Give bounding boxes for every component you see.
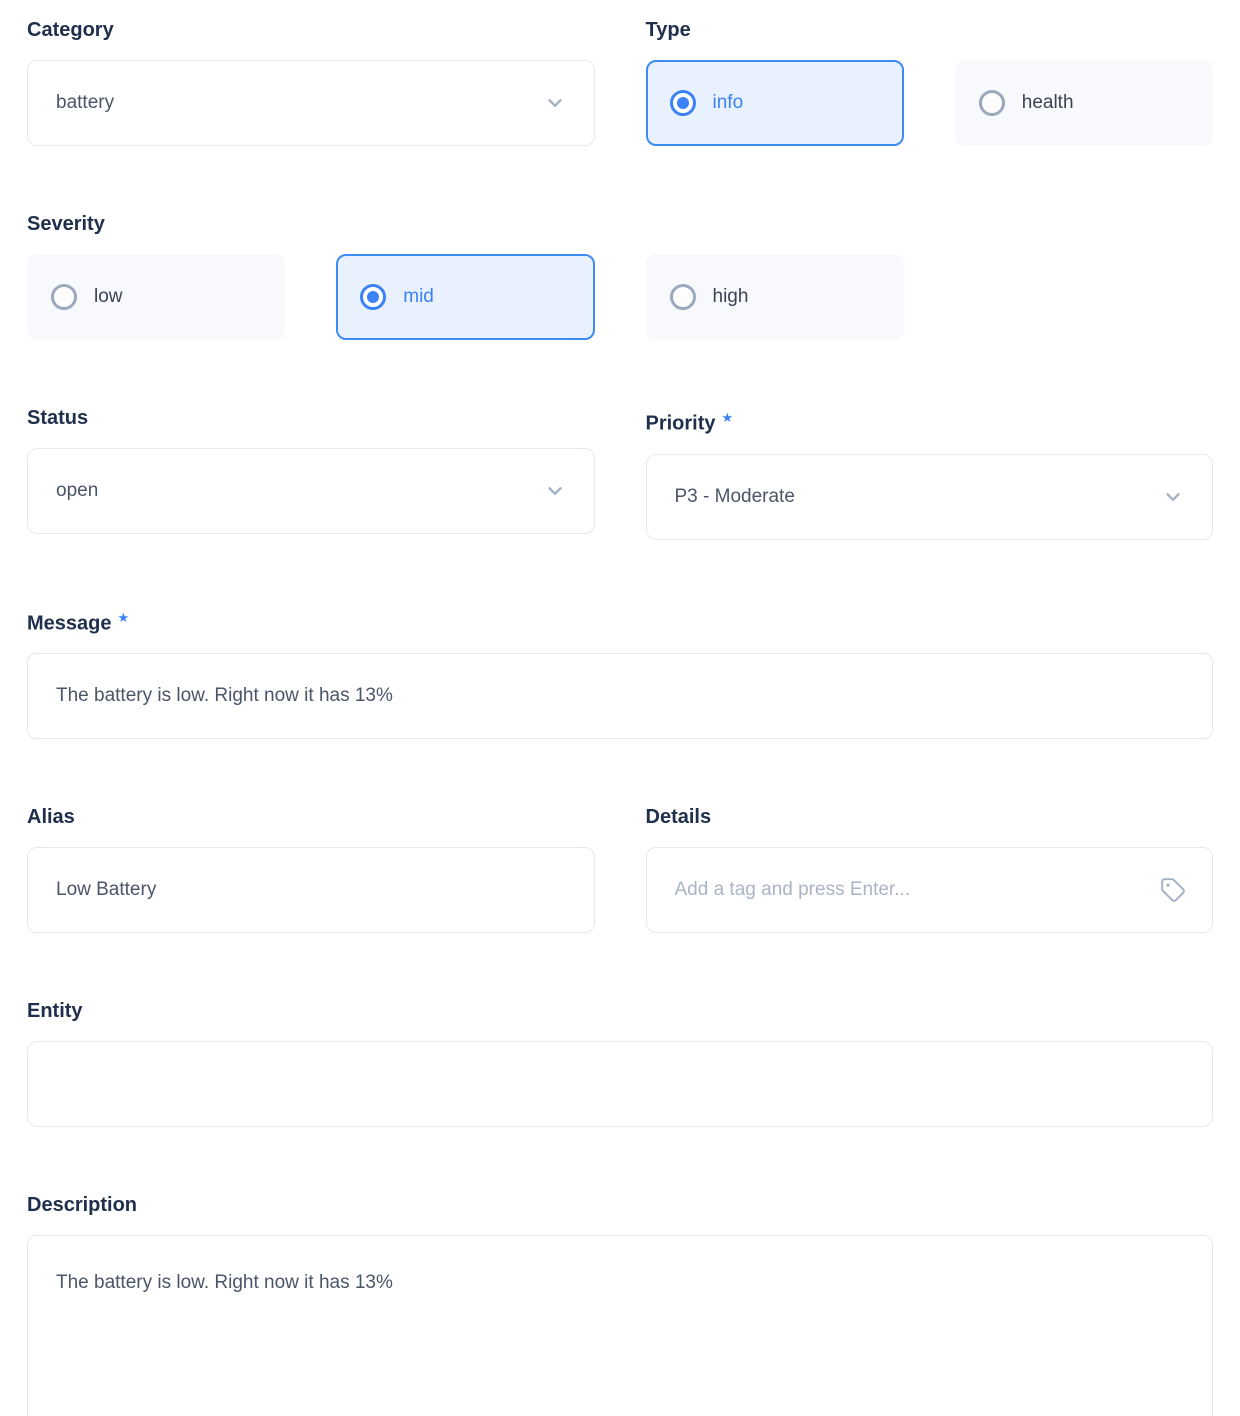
field-details [646, 803, 1214, 933]
type-option-info-label: info [712, 92, 744, 113]
category-select[interactable] [27, 60, 595, 146]
field-description [27, 1191, 1213, 1416]
field-status [27, 404, 595, 540]
description-textarea-wrap [27, 1235, 1213, 1416]
severity-label: Severity [27, 213, 105, 235]
entity-label: Entity [27, 1000, 83, 1023]
priority-label: Priority ★ [645, 410, 734, 435]
message-input-wrap [27, 653, 1213, 739]
field-type [646, 16, 1214, 146]
message-input[interactable] [28, 654, 1212, 738]
category-select-value: battery [56, 92, 115, 113]
severity-options [27, 254, 904, 340]
field-message [27, 604, 1213, 740]
severity-option-low[interactable] [27, 254, 285, 340]
type-option-health-label: health [1021, 92, 1074, 113]
required-asterisk-icon: ★ [117, 609, 130, 625]
empty-cell [955, 210, 1213, 340]
field-category [27, 16, 595, 146]
priority-select-value: P3 - Moderate [674, 485, 795, 507]
radio-selected-icon [360, 284, 386, 310]
severity-option-mid[interactable] [336, 254, 594, 340]
alias-label: Alias [27, 806, 75, 829]
status-select[interactable] [27, 448, 595, 534]
alert-form [27, 16, 1213, 1416]
priority-select[interactable] [646, 454, 1214, 540]
type-option-health[interactable] [955, 60, 1213, 146]
radio-unselected-icon [51, 284, 77, 310]
type-option-info[interactable] [646, 60, 904, 146]
field-severity [27, 210, 904, 340]
chevron-down-icon [1162, 486, 1184, 508]
severity-option-high[interactable] [646, 254, 904, 340]
radio-unselected-icon [979, 90, 1005, 116]
required-asterisk-icon: ★ [721, 410, 734, 425]
details-label: Details [645, 806, 712, 829]
details-tag-input[interactable] [647, 848, 1213, 932]
description-textarea[interactable] [28, 1236, 1212, 1416]
severity-option-mid-label: mid [403, 286, 434, 307]
description-label: Description [27, 1194, 138, 1217]
type-options [646, 60, 1214, 146]
alias-input[interactable] [28, 848, 594, 932]
message-label: Message ★ [27, 609, 130, 635]
status-select-value: open [56, 480, 99, 501]
severity-option-high-label: high [712, 286, 749, 307]
type-label: Type [645, 19, 691, 41]
entity-input-wrap [27, 1041, 1213, 1127]
field-priority [646, 404, 1214, 540]
field-entity [27, 997, 1213, 1127]
tag-icon [1160, 877, 1186, 903]
alias-input-wrap [27, 847, 595, 933]
field-alias [27, 803, 595, 933]
severity-option-low-label: low [94, 286, 123, 307]
status-label: Status [27, 407, 89, 429]
category-label: Category [27, 19, 114, 41]
entity-input[interactable] [28, 1042, 1212, 1126]
radio-selected-icon [670, 90, 696, 116]
details-tag-input-wrap [646, 847, 1214, 933]
chevron-down-icon [544, 92, 566, 114]
chevron-down-icon [544, 480, 566, 502]
radio-unselected-icon [670, 284, 696, 310]
